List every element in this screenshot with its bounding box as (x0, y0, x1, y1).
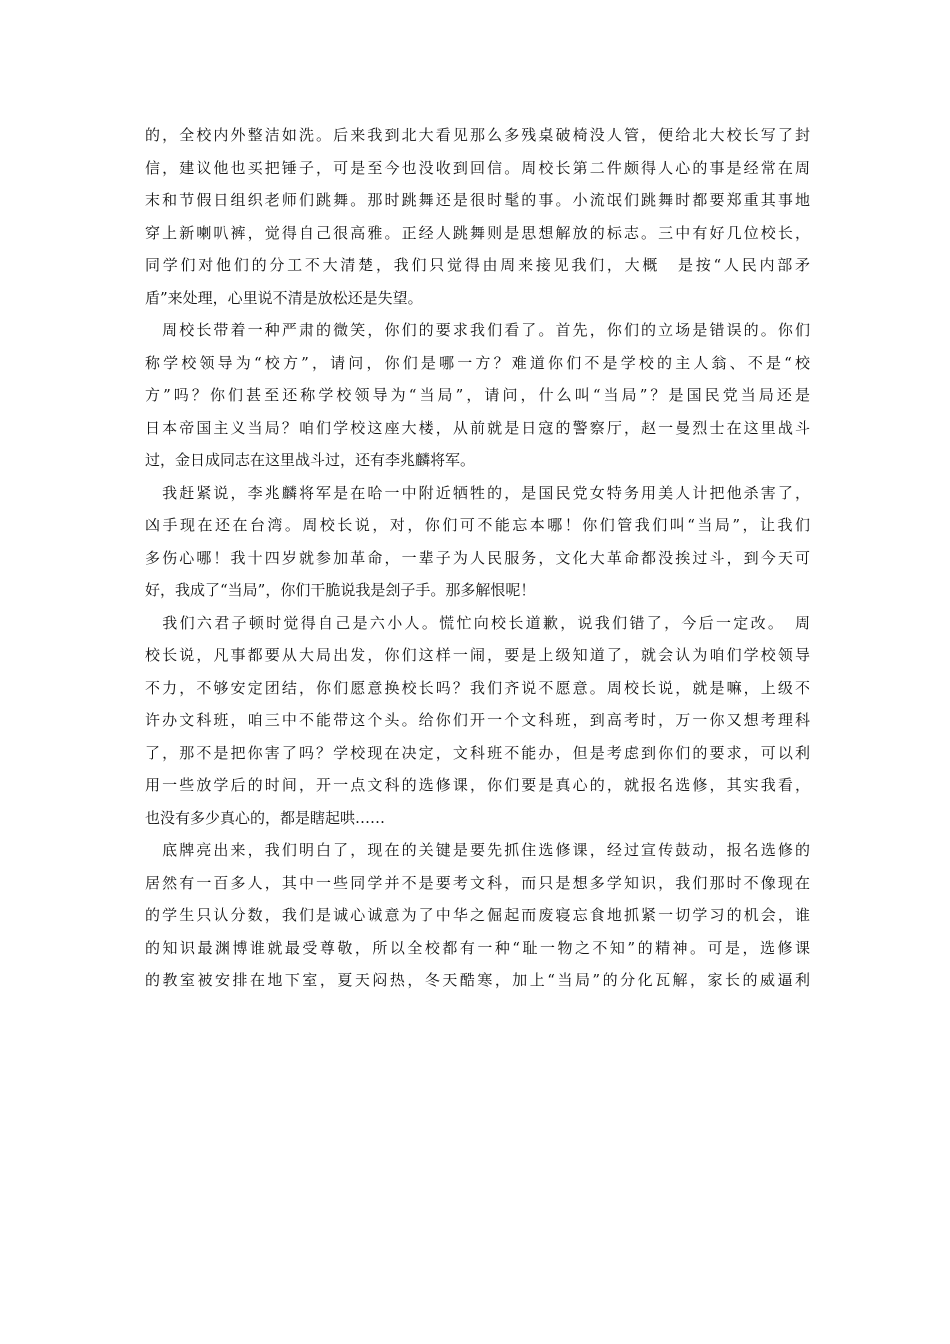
text-line: 穿上新喇叭裤，觉得自己很高雅。正经人跳舞则是思想解放的标志。三中有好几位校长， (145, 223, 810, 242)
text-line: 多伤心哪！我十四岁就参加革命，一辈子为人民服务，文化大革命都没挨过斗，到今天可 (145, 548, 810, 567)
text-line: 的教室被安排在地下室，夏天闷热，冬天酷寒，加上“当局”的分化瓦解，家长的威逼利 (145, 971, 810, 989)
text-line: 用一些放学后的时间，开一点文科的选修课，你们要是真心的，就报名选修，其实我看， (145, 776, 810, 794)
text-line: 的学生只认分数，我们是诚心诚意为了中华之倔起而废寝忘食地抓紧一切学习的机会，谁 (145, 906, 810, 924)
text-line: 日本帝国主义当局？咱们学校这座大楼，从前就是日寇的警察厅，赵一曼烈士在这里战斗 (145, 418, 810, 437)
text-line: 的知识最渊博谁就最受尊敬，所以全校都有一种“耻一物之不知”的精神。可是，选修课 (145, 938, 810, 957)
text-line: 我赶紧说，李兆麟将军是在哈一中附近牺牲的，是国民党女特务用美人计把他杀害了， (145, 483, 810, 502)
text-line: 过，金日成同志在这里战斗过，还有李兆麟将军。 (145, 451, 476, 469)
text-line: 校长说，凡事都要从大局出发，你们这样一闹，要是上级知道了，就会认为咱们学校领导 (145, 646, 810, 664)
text-line: 同学们对他们的分工不大清楚，我们只觉得由周来接见我们，大概 是按“人民内部矛 (145, 256, 810, 274)
text-line: 好，我成了“当局”，你们干脆说我是刽子手。那多解恨呢！ (145, 581, 536, 599)
text-line: 也没有多少真心的，都是瞎起哄…… (145, 808, 386, 827)
text-line: 许办文科班，咱三中不能带这个头。给你们开一个文科班，到高考时，万一你又想考理科 (145, 711, 810, 729)
document-body (145, 119, 810, 997)
text-line: 底牌亮出来，我们明白了，现在的关键是要先抓住选修课，经过宣传鼓动，报名选修的 (145, 841, 810, 859)
text-line: 称学校领导为“校方”，请问，你们是哪一方？难道你们不是学校的主人翁、不是“校 (145, 353, 810, 372)
text-line: 盾”来处理，心里说不清是放松还是失望。 (145, 288, 423, 307)
text-line: 方”吗？你们甚至还称学校领导为“当局”，请问，什么叫“当局”？是国民党当局还是 (145, 386, 810, 404)
text-line: 信，建议他也买把锤子，可是至今也没收到回信。周校长第二件颇得人心的事是经常在周 (145, 158, 810, 177)
text-line: 不力，不够安定团结，你们愿意换校长吗？我们齐说不愿意。周校长说，就是嘛，上级不 (145, 678, 810, 697)
text-line: 居然有一百多人，其中一些同学并不是要考文科，而只是想多学知识，我们那时不像现在 (145, 873, 810, 892)
text-line: 凶手现在还在台湾。周校长说，对，你们可不能忘本哪！你们管我们叫“当局”，让我们 (145, 516, 810, 534)
text-line: 的，全校内外整洁如洗。后来我到北大看见那么多残桌破椅没人管，便给北大校长写了封 (145, 126, 810, 144)
text-line: 了，那不是把你害了吗？学校现在决定，文科班不能办，但是考虑到你们的要求，可以利 (145, 743, 810, 762)
text-line: 周校长带着一种严肃的微笑，你们的要求我们看了。首先，你们的立场是错误的。你们 (145, 321, 810, 339)
text-line: 末和节假日组织老师们跳舞。那时跳舞还是很时髦的事。小流氓们跳舞时都要郑重其事地 (145, 191, 810, 209)
text-line: 我们六君子顿时觉得自己是六小人。慌忙向校长道歉，说我们错了，今后一定改。 周 (145, 613, 810, 632)
